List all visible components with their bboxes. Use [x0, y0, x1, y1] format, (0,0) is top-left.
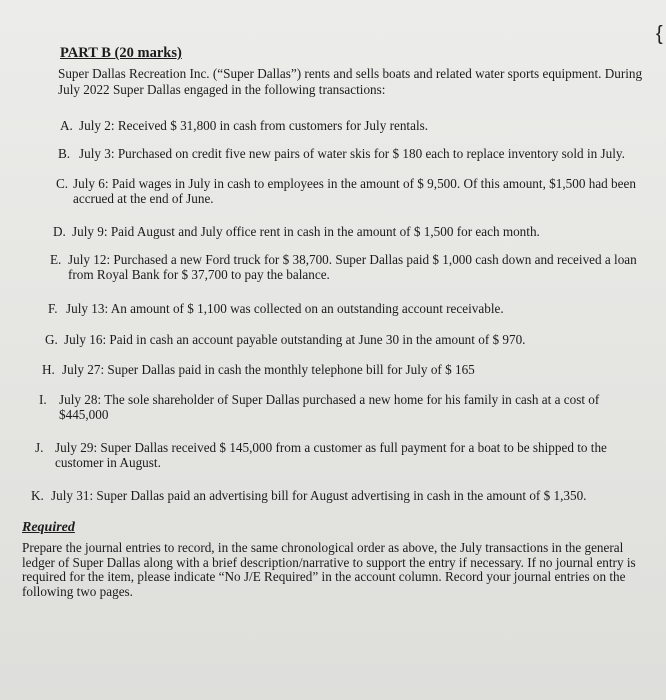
- section-heading: PART B (20 marks): [60, 45, 182, 61]
- transaction-text: July 3: Purchased on credit five new pairs of water skis for $ 180 each to replace inventory sold in July.: [79, 146, 625, 161]
- transaction-letter: F.: [48, 301, 58, 316]
- transaction-letter: G.: [45, 332, 58, 347]
- transaction-text: July 13: An amount of $ 1,100 was collected on an outstanding account receivable.: [66, 301, 504, 316]
- intro-paragraph: Super Dallas Recreation Inc. (“Super Dallas”) rents and sells boats and related water sports equipment. During July 2022 Super Dallas engaged in the following transactions:: [58, 66, 643, 97]
- transaction-letter: C.: [56, 176, 69, 191]
- transaction-text: July 31: Super Dallas paid an advertising bill for August advertising in cash in the amount of $ 1,350.: [51, 488, 587, 503]
- page-edge-mark: {: [656, 23, 663, 45]
- transaction-text: July 2: Received $ 31,800 in cash from customers for July rentals.: [79, 118, 429, 133]
- transaction-letter: D.: [53, 224, 66, 239]
- transaction-text: July 9: Paid August and July office rent in cash in the amount of $ 1,500 for each month.: [72, 224, 540, 239]
- transaction-letter: E.: [50, 252, 62, 267]
- transaction-text: July 28: The sole shareholder of Super Dallas purchased a new home for his family in cash at a cost of $445,000: [59, 392, 600, 422]
- transaction-letter: K.: [31, 488, 44, 503]
- transaction-text: July 12: Purchased a new Ford truck for $ 38,700. Super Dallas paid $ 1,000 cash down and received a loan from Royal Bank for $ 37,700 to pay the balance.: [68, 252, 637, 282]
- required-heading: Required: [22, 520, 75, 535]
- transaction-letter: J.: [35, 440, 44, 455]
- transaction-text: July 16: Paid in cash an account payable outstanding at June 30 in the amount of $ 970.: [64, 332, 526, 347]
- transaction-letter: I.: [39, 392, 47, 407]
- transaction-text: July 6: Paid wages in July in cash to employees in the amount of $ 9,500. Of this amount, $1,500 had been accrued at the end of June.: [73, 176, 636, 206]
- required-instructions: Prepare the journal entries to record, in the same chronological order as above, the July transactions in the general ledger of Super Dallas along with a brief description/narrative to support the entry if necessary. If no journal entry is required for the item, please indicate “No J/E Required” in the account column. Record your journal entries on the following two pages.: [22, 540, 636, 599]
- transaction-letter: B.: [58, 146, 71, 161]
- transaction-text: July 27: Super Dallas paid in cash the monthly telephone bill for July of $ 165: [62, 362, 475, 377]
- transaction-letter: A.: [60, 118, 73, 133]
- transaction-letter: H.: [42, 362, 55, 377]
- transaction-text: July 29: Super Dallas received $ 145,000 from a customer as full payment for a boat to be shipped to the customer in August.: [55, 440, 607, 470]
